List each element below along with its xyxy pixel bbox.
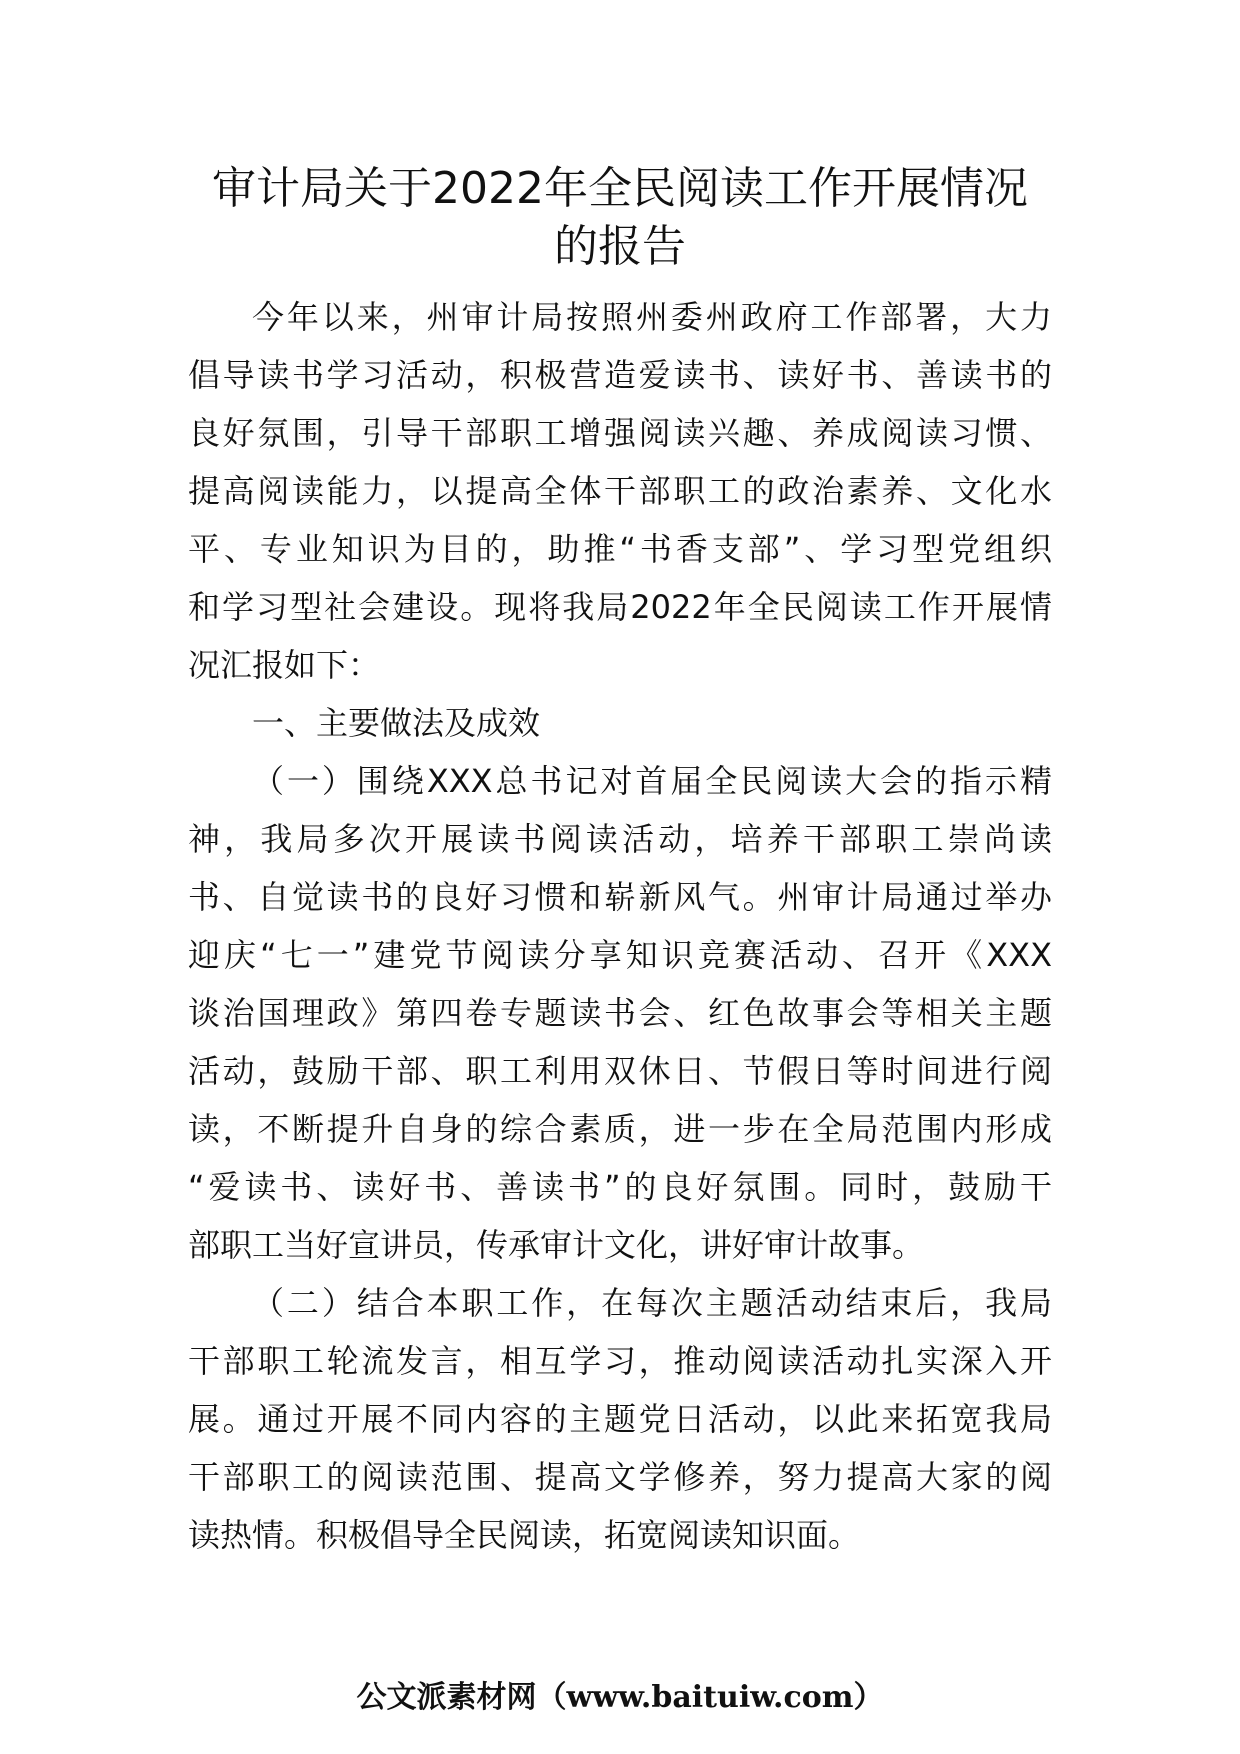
paragraph-line: 书、自觉读书的良好习惯和崭新风气。州审计局通过举办 — [188, 878, 1052, 916]
paragraph-line: 倡导读书学习活动，积极营造爱读书、读好书、善读书的 — [188, 356, 1052, 394]
paragraph-line: 平、专业知识为目的，助推“书香支部”、学习型党组织 — [188, 530, 1052, 568]
section-heading-text: 一、主要做法及成效 — [252, 704, 541, 742]
paragraph-line: 谈治国理政》第四卷专题读书会、红色故事会等相关主题 — [188, 994, 1052, 1032]
paragraph-line: “爱读书、读好书、善读书”的良好氛围。同时，鼓励干 — [188, 1168, 1052, 1206]
paragraph-section-2 — [188, 1274, 1052, 1564]
paragraph-line: 读热情。积极倡导全民阅读，拓宽阅读知识面。 — [188, 1516, 861, 1554]
paragraph-line: （二）结合本职工作，在每次主题活动结束后，我局 — [252, 1284, 1052, 1322]
paragraph-line: 活动，鼓励干部、职工利用双休日、节假日等时间进行阅 — [188, 1052, 1052, 1090]
paragraph-line: 部职工当好宣讲员，传承审计文化，讲好审计故事。 — [188, 1226, 925, 1264]
paragraph-line: 迎庆“七一”建党节阅读分享知识竞赛活动、召开《XXX — [188, 936, 1052, 974]
footer-watermark-text: 公文派素材网（www.baituiw.com） — [356, 1680, 884, 1715]
section-heading — [188, 694, 1052, 752]
paragraph-line: 展。通过开展不同内容的主题党日活动，以此来拓宽我局 — [188, 1400, 1052, 1438]
paragraph-line: 今年以来，州审计局按照州委州政府工作部署，大力 — [252, 298, 1052, 336]
document-title — [190, 160, 1050, 276]
paragraph-section-1 — [188, 752, 1052, 1274]
paragraph-line: （一）围绕XXX总书记对首届全民阅读大会的指示精 — [252, 762, 1052, 800]
paragraph-line: 和学习型社会建设。现将我局2022年全民阅读工作开展情 — [188, 588, 1052, 626]
paragraph-line: 读，不断提升自身的综合素质，进一步在全局范围内形成 — [188, 1110, 1052, 1148]
title-line-2: 的报告 — [554, 221, 686, 272]
paragraph-line: 良好氛围，引导干部职工增强阅读兴趣、养成阅读习惯、 — [188, 414, 1052, 452]
paragraph-line: 提高阅读能力，以提高全体干部职工的政治素养、文化水 — [188, 472, 1052, 510]
paragraph-line: 况汇报如下： — [188, 646, 381, 684]
paragraph-line: 神，我局多次开展读书阅读活动，培养干部职工崇尚读 — [188, 820, 1052, 858]
document-body — [188, 288, 1052, 1564]
paragraph-intro — [188, 288, 1052, 694]
paragraph-line: 干部职工轮流发言，相互学习，推动阅读活动扎实深入开 — [188, 1342, 1052, 1380]
title-line-1: 审计局关于2022年全民阅读工作开展情况 — [212, 163, 1028, 214]
paragraph-line: 干部职工的阅读范围、提高文学修养，努力提高大家的阅 — [188, 1458, 1052, 1496]
